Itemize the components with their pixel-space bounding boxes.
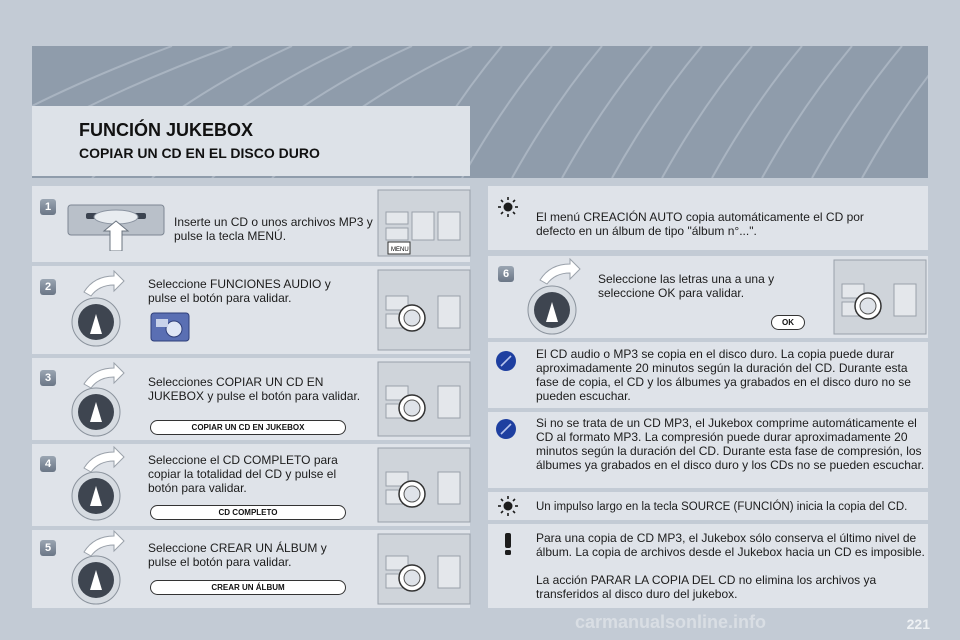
step-5-radio: [376, 532, 472, 602]
step-6-text: Seleccione las letras una a una y seleccione OK para validar.: [598, 272, 775, 300]
step-4-badge: 4: [40, 456, 56, 472]
step-1-radio: [376, 188, 472, 258]
step-3-badge: 3: [40, 370, 56, 386]
cd-complete-button[interactable]: CD COMPLETO: [150, 505, 346, 520]
step-4-text: Seleccione el CD COMPLETO para copiar la totalidad del CD y pulse el botón para validar.: [148, 453, 338, 495]
rotary-knob-icon: [522, 258, 582, 343]
rotary-knob-icon: [66, 270, 126, 355]
step-2-badge: 2: [40, 279, 56, 295]
step-2-radio: [376, 268, 472, 338]
sun-tip-icon: [497, 196, 519, 223]
step-3-radio: [376, 360, 472, 430]
step-6-radio: [832, 258, 928, 328]
step-1-badge: 1: [40, 199, 56, 215]
copy-cd-jukebox-button[interactable]: COPIAR UN CD EN JUKEBOX: [150, 420, 346, 435]
note-auto-text: El menú CREACIÓN AUTO copia automáticamente el CD por defecto en un álbum de tipo "álbum n°...".: [536, 210, 864, 238]
info-note-icon: [495, 418, 517, 445]
audio-functions-icon: [150, 312, 190, 347]
rotary-knob-icon: [66, 446, 126, 529]
warning-text-2: La acción PARAR LA COPIA DEL CD no elimina los archivos ya transferidos al disco duro del jukebox.: [536, 573, 877, 601]
info-note-icon: [495, 350, 517, 377]
watermark: carmanualsonline.info: [575, 612, 767, 632]
step-4-radio: [376, 446, 472, 516]
step-5-text: Seleccione CREAR UN ÁLBUM y pulse el botón para validar.: [148, 541, 327, 569]
page-subtitle: COPIAR UN CD EN EL DISCO DURO: [79, 145, 320, 161]
step-6-badge: 6: [498, 266, 514, 282]
radio-menu-key-label: MENU: [391, 247, 409, 253]
step-2-text: Seleccione FUNCIONES AUDIO y pulse el botón para validar.: [148, 277, 331, 305]
info-1-text: El CD audio o MP3 se copia en el disco duro. La copia puede durar aproximadamente 20 minutos según la duración del CD. Durante esta fase de copia, el CD y los álbumes ya grabados en el disco duro no se pueden escuchar.: [536, 347, 911, 403]
step-1-text: Inserte un CD o unos archivos MP3 y pulse la tecla MENÚ.: [174, 215, 373, 243]
cd-slot-icon: [66, 195, 166, 256]
warning-text-1: Para una copia de CD MP3, el Jukebox sólo conserva el último nivel de álbum. La copia de archivos desde el Jukebox hacia un CD es imposible.: [536, 531, 925, 559]
rotary-knob-icon: [66, 362, 126, 445]
create-album-button[interactable]: CREAR UN ÁLBUM: [150, 580, 346, 595]
step-5-badge: 5: [40, 540, 56, 556]
page-number: 221: [906, 616, 930, 632]
page-title: FUNCIÓN JUKEBOX: [79, 120, 254, 140]
ok-button[interactable]: OK: [771, 315, 805, 330]
tip-text: Un impulso largo en la tecla SOURCE (FUNCIÓN) inicia la copia del CD.: [536, 501, 908, 513]
title-box: [32, 106, 470, 176]
warning-exclamation-icon: [500, 532, 516, 561]
rotary-knob-icon: [66, 530, 126, 613]
sun-tip-icon: [497, 495, 519, 522]
step-3-text: Selecciones COPIAR UN CD EN JUKEBOX y pulse el botón para validar.: [148, 375, 361, 403]
info-2-text: Si no se trata de un CD MP3, el Jukebox comprime automáticamente el CD al formato MP3. La compresión puede durar aproximadamente 20 minutos según la duración del CD. Durante esta fase de compresión, los álbumes ya grabados en el disco duro y los CDs no se pueden escuchar.: [536, 416, 925, 472]
